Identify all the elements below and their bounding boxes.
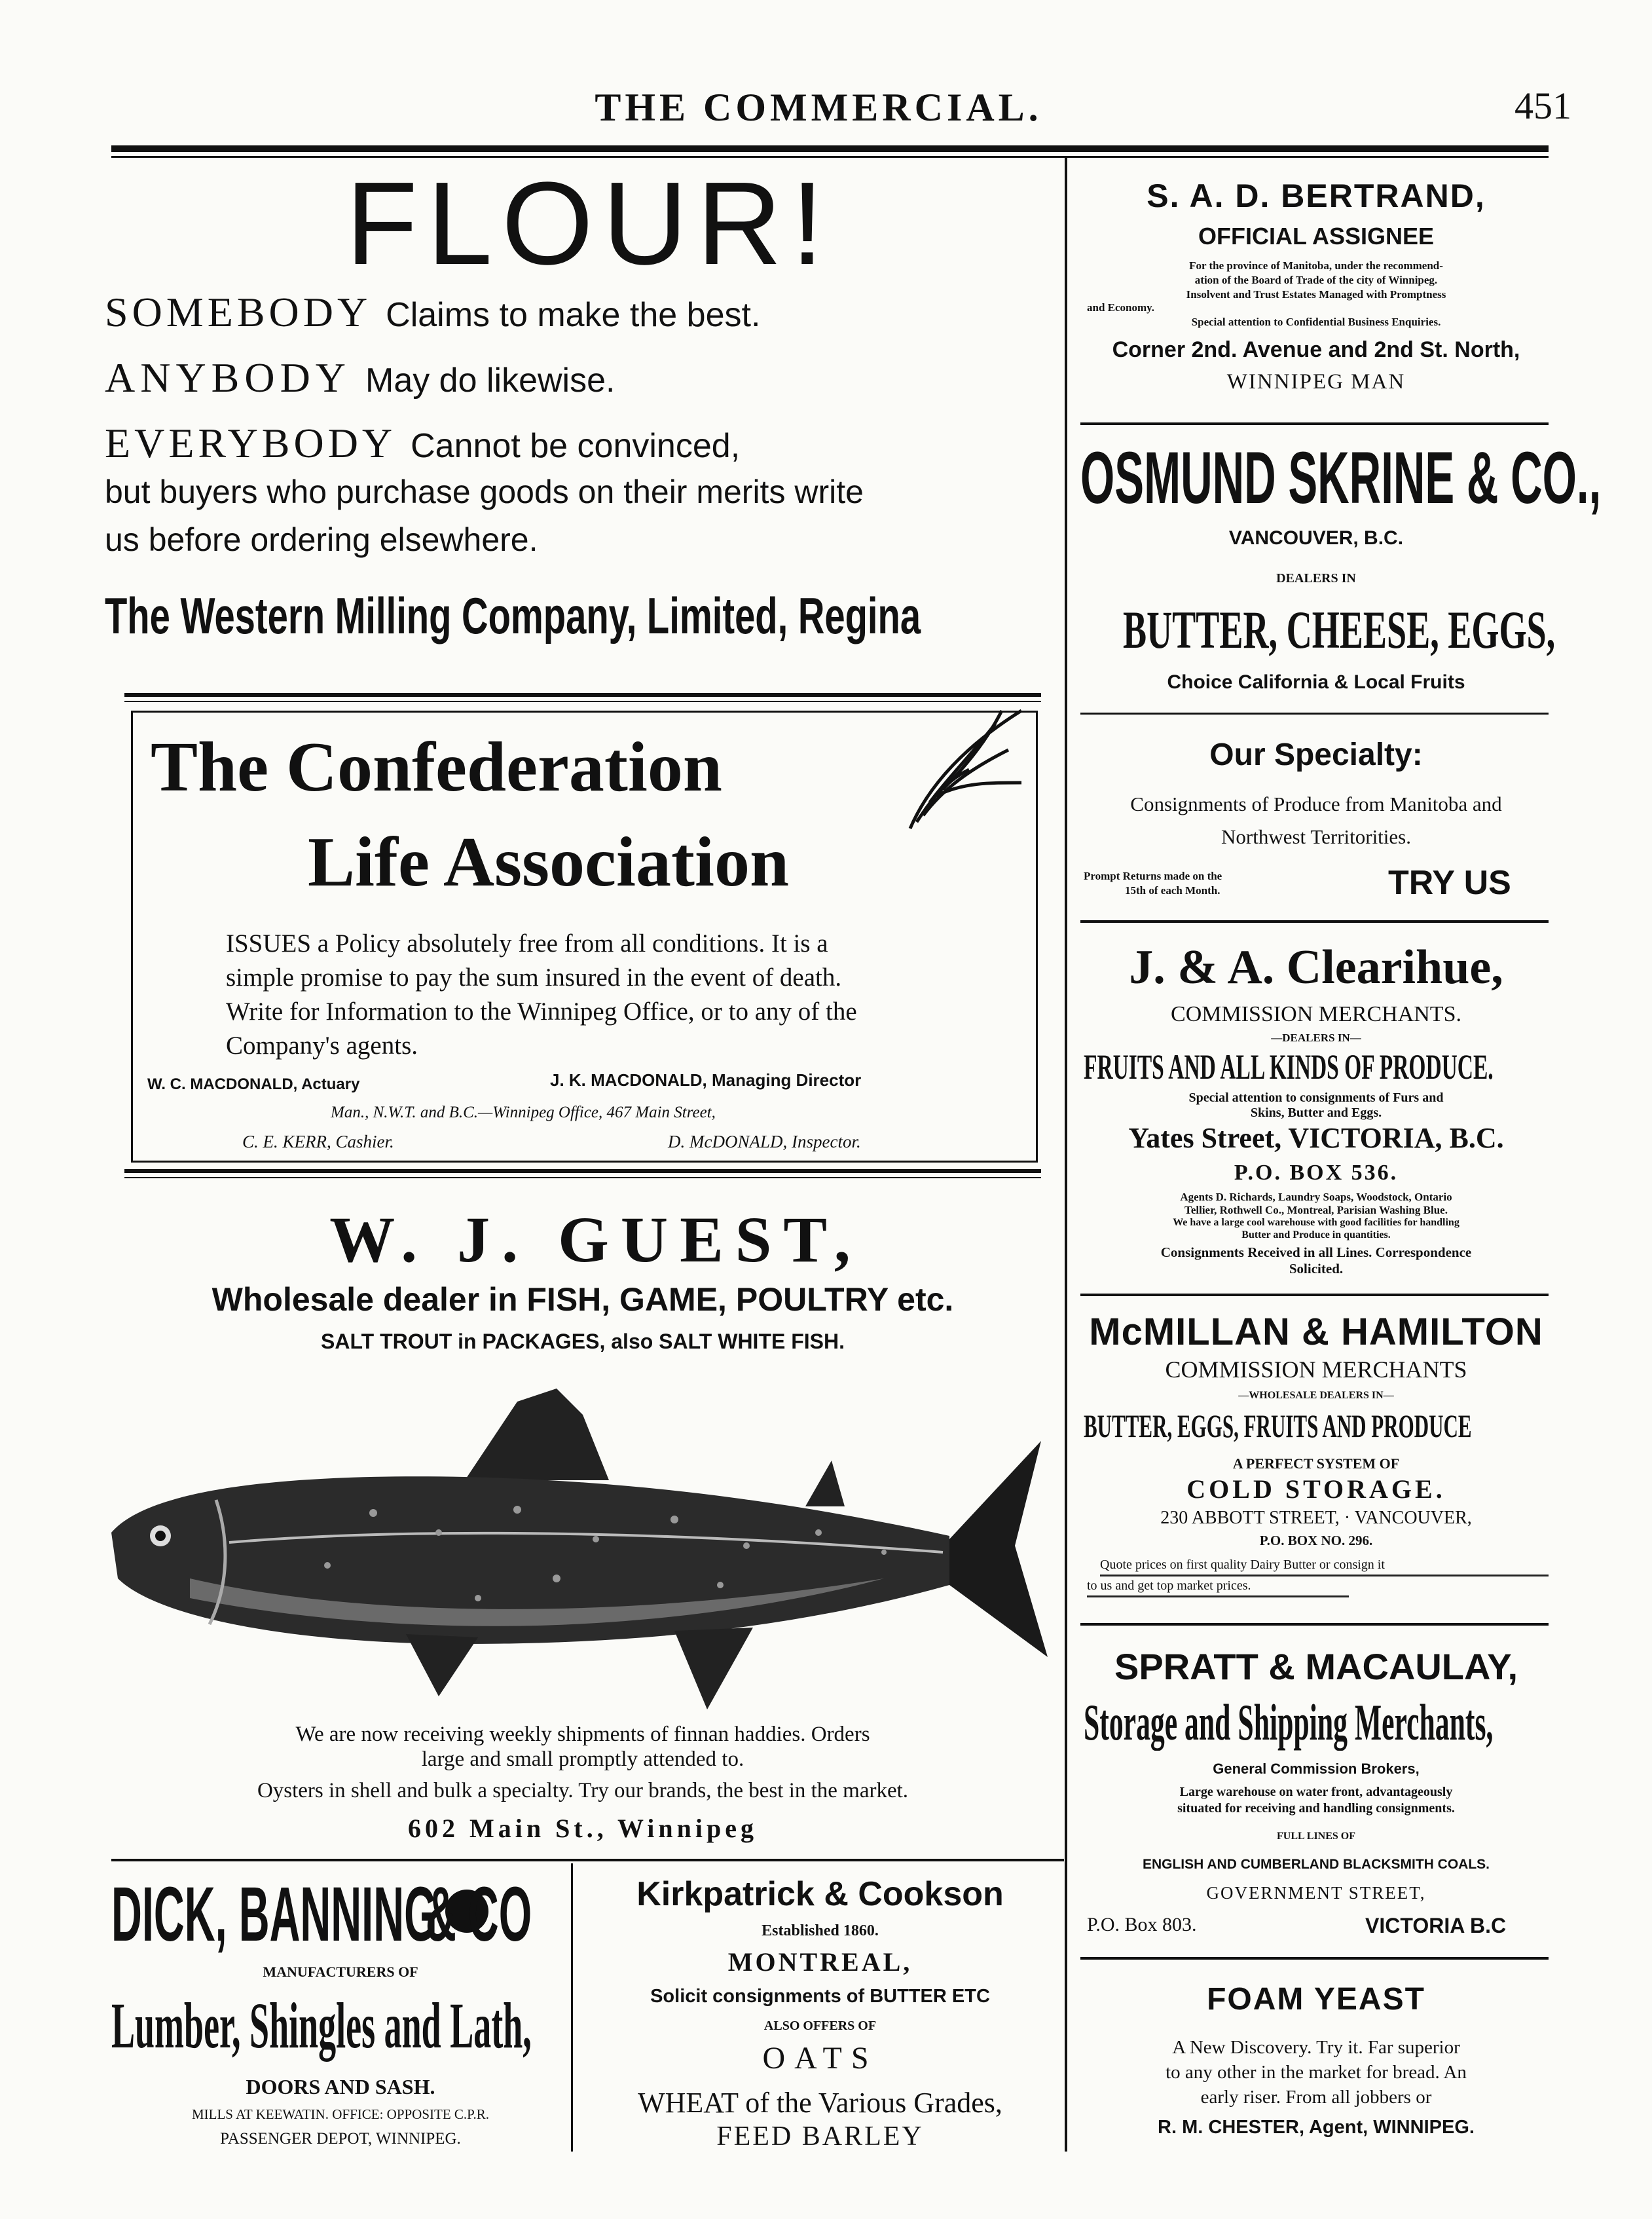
mcmillan-rule xyxy=(1080,1623,1549,1626)
dick-product: Lumber, Shingles and Lath, xyxy=(111,1989,532,2062)
fish-illustration xyxy=(98,1369,1054,1736)
guest-body-1: We are now receiving weekly shipments of finnan haddies. Orders xyxy=(295,1723,870,1746)
clearihue-agents-2: Tellier, Rothwell Co., Montreal, Parisian Washing Blue. xyxy=(1184,1204,1448,1216)
mcmillan-system: A PERFECT SYSTEM OF xyxy=(1232,1455,1400,1472)
bertrand-body-2: ation of the Board of Trade of the city of Winnipeg. xyxy=(1194,274,1438,286)
mcmillan-title: COMMISSION MERCHANTS xyxy=(1165,1356,1467,1383)
skrine-goods: BUTTER, CHEESE, EGGS, xyxy=(1123,600,1556,660)
clearihue-title: COMMISSION MERCHANTS. xyxy=(1171,1002,1461,1026)
spratt-full-lines: FULL LINES OF xyxy=(1276,1831,1356,1842)
spratt-rule xyxy=(1080,1957,1549,1960)
clearihue-street: Yates Street, VICTORIA, B.C. xyxy=(1128,1122,1504,1154)
flour-body-1: but buyers who purchase goods on their merits write xyxy=(105,474,864,510)
clearihue-warehouse-1: We have a large cool warehouse with good facilities for handling xyxy=(1173,1217,1459,1228)
confed-title-2: Life Association xyxy=(308,823,790,901)
mcmillan-pobox: P.O. BOX NO. 296. xyxy=(1259,1533,1373,1548)
confed-top-rule xyxy=(124,693,1041,697)
flour-line-1 xyxy=(105,288,1061,337)
skrine-rule xyxy=(1080,713,1549,715)
kirk-barley: FEED BARLEY xyxy=(716,2121,924,2152)
skrine-city: VANCOUVER, B.C. xyxy=(1228,527,1404,549)
dick-mills: MILLS AT KEEWATIN. OFFICE: OPPOSITE C.P.R. xyxy=(191,2106,490,2122)
confed-body-4: Company's agents. xyxy=(226,1032,418,1060)
guest-tagline: Wholesale dealer in FISH, GAME, POULTRY etc. xyxy=(211,1281,954,1318)
skrine-spec-2: Northwest Territorities. xyxy=(1221,825,1411,848)
kirk-name: Kirkpatrick & Cookson xyxy=(636,1875,1004,1913)
mcmillan-name: McMILLAN & HAMILTON xyxy=(1089,1311,1543,1353)
confed-top-rule-2 xyxy=(124,701,1041,702)
clearihue-agents-1: Agents D. Richards, Laundry Soaps, Woodstock, Ontario xyxy=(1180,1191,1452,1203)
confed-cashier: C. E. KERR, Cashier. xyxy=(242,1132,394,1151)
dick-doors: DOORS AND SASH. xyxy=(246,2075,435,2098)
confed-title-1: The Confederation xyxy=(151,728,722,806)
confed-director: J. K. MACDONALD, Managing Director xyxy=(550,1070,862,1090)
clearihue-special-1: Special attention to consignments of Furs and xyxy=(1188,1091,1444,1105)
skrine-specialty: Our Specialty: xyxy=(1209,737,1423,772)
foam-line-2: to any other in the market for bread. An xyxy=(1166,2062,1467,2083)
skrine-fruits: Choice California & Local Fruits xyxy=(1167,671,1465,693)
dick-banning-name: DICK, BANNING xyxy=(111,1871,437,1958)
skrine-prompt-2: 15th of each Month. xyxy=(1125,884,1221,897)
clearihue-warehouse-2: Butter and Produce in quantities. xyxy=(1241,1229,1391,1240)
kirk-wheat: WHEAT of the Various Grades, xyxy=(638,2087,1002,2119)
foam-line-3: early riser. From all jobbers or xyxy=(1200,2087,1432,2108)
mcmillan-quote-underline-2 xyxy=(1087,1595,1349,1597)
spratt-street: GOVERNMENT STREET, xyxy=(1206,1883,1426,1903)
confed-inspector: D. McDONALD, Inspector. xyxy=(668,1132,861,1151)
spratt-pobox: P.O. Box 803. xyxy=(1087,1914,1197,1935)
guest-address: 602 Main St., Winnipeg xyxy=(408,1814,758,1843)
confed-body-2: simple promise to pay the sum insured in the event of death. xyxy=(226,963,842,992)
confed-actuary: W. C. MACDONALD, Actuary xyxy=(147,1075,360,1093)
somebody-text: Claims to make the best. xyxy=(386,296,761,334)
confed-body-3: Write for Information to the Winnipeg Office, or to any of the xyxy=(226,998,857,1026)
skrine-bottom-rule xyxy=(1080,920,1549,923)
clearihue-pobox: P.O. BOX 536. xyxy=(1234,1161,1399,1185)
bertrand-name: S. A. D. BERTRAND, xyxy=(1147,177,1486,214)
confed-office: Man., N.W.T. and B.C.—Winnipeg Office, 467 Main Street, xyxy=(331,1104,716,1121)
confed-bottom-rule-2 xyxy=(124,1177,1041,1178)
feather-ornament xyxy=(890,704,1035,835)
mcmillan-wholesale: —WHOLESALE DEALERS IN— xyxy=(1238,1390,1394,1401)
guest-subline: SALT TROUT in PACKAGES, also SALT WHITE FISH. xyxy=(321,1330,845,1353)
guest-bottom-rule xyxy=(111,1859,1064,1861)
spratt-body-2: situated for receiving and handling consignments. xyxy=(1177,1801,1455,1816)
guest-body-3: Oysters in shell and bulk a specialty. Try our brands, the best in the market. xyxy=(257,1779,909,1802)
bottom-ads-divider xyxy=(571,1863,573,2152)
anybody-word: ANYBODY xyxy=(105,354,351,401)
clearihue-rule xyxy=(1080,1294,1549,1296)
confed-body-1: ISSUES a Policy absolutely free from all conditions. It is a xyxy=(226,929,828,958)
mcmillan-address: 230 ABBOTT STREET, · VANCOUVER, xyxy=(1160,1508,1472,1528)
foam-name: FOAM YEAST xyxy=(1207,1982,1425,2017)
flour-body-2: us before ordering elsewhere. xyxy=(105,521,538,558)
mcmillan-quote-1: Quote prices on first quality Dairy Butter or consign it xyxy=(1100,1557,1385,1572)
bertrand-body-4: and Economy. xyxy=(1087,301,1154,314)
kirk-city: MONTREAL, xyxy=(727,1947,913,1977)
spratt-city: VICTORIA B.C xyxy=(1365,1914,1507,1937)
skrine-name: OSMUND SKRINE & CO., xyxy=(1080,437,1602,519)
kirk-solicit: Solicit consignments of BUTTER ETC xyxy=(650,1986,990,2007)
mcmillan-goods: BUTTER, EGGS, FRUITS AND PRODUCE xyxy=(1084,1408,1472,1444)
bertrand-city: WINNIPEG MAN xyxy=(1226,370,1406,394)
header-rule xyxy=(111,145,1549,152)
guest-name: W. J. GUEST, xyxy=(329,1203,862,1276)
clearihue-special-2: Skins, Butter and Eggs. xyxy=(1250,1106,1382,1120)
bertrand-body-1: For the province of Manitoba, under the recommend- xyxy=(1189,259,1443,272)
confed-bottom-rule xyxy=(124,1169,1041,1173)
everybody-text: Cannot be convinced, xyxy=(411,427,741,465)
flour-line-3 xyxy=(105,419,1061,468)
skrine-dealers: DEALERS IN xyxy=(1276,571,1356,586)
bertrand-address: Corner 2nd. Avenue and 2nd St. North, xyxy=(1112,337,1520,362)
clearihue-goods: FRUITS AND ALL KINDS OF PRODUCE. xyxy=(1084,1047,1494,1087)
clearihue-name: J. & A. Clearihue, xyxy=(1129,941,1503,994)
spratt-name: SPRATT & MACAULAY, xyxy=(1114,1646,1518,1687)
flour-headline: FLOUR! xyxy=(345,158,834,289)
dick-banning-co: & CO xyxy=(426,1871,532,1958)
skrine-try-us: TRY US xyxy=(1388,864,1511,902)
mcmillan-storage: COLD STORAGE. xyxy=(1186,1474,1446,1504)
foam-agent: R. M. CHESTER, Agent, WINNIPEG. xyxy=(1158,2117,1475,2138)
bertrand-body-5: Special attention to Confidential Business Enquiries. xyxy=(1191,316,1441,328)
foam-line-1: A New Discovery. Try it. Far superior xyxy=(1172,2037,1460,2058)
spratt-brokers: General Commission Brokers, xyxy=(1213,1761,1420,1777)
guest-body-2: large and small promptly attended to. xyxy=(421,1747,744,1771)
dick-manufacturers: MANUFACTURERS OF xyxy=(263,1964,418,1980)
kirk-also-offers: ALSO OFFERS OF xyxy=(763,2019,877,2033)
flour-company: The Western Milling Company, Limited, Regina xyxy=(105,587,921,644)
dick-depot: PASSENGER DEPOT, WINNIPEG. xyxy=(220,2130,461,2148)
everybody-word: EVERYBODY xyxy=(105,420,397,466)
skrine-spec-1: Consignments of Produce from Manitoba and xyxy=(1130,792,1502,815)
kirk-oats: OATS xyxy=(762,2041,878,2076)
kirk-established: Established 1860. xyxy=(762,1922,879,1939)
spratt-title: Storage and Shipping Merchants, xyxy=(1084,1694,1494,1751)
page-number: 451 xyxy=(1514,84,1571,127)
mcmillan-quote-underline xyxy=(1100,1575,1549,1576)
bertrand-body-3: Insolvent and Trust Estates Managed with Promptness xyxy=(1186,288,1446,301)
clearihue-dealers: —DEALERS IN— xyxy=(1271,1032,1361,1044)
mcmillan-quote-2: to us and get top market prices. xyxy=(1087,1578,1251,1593)
bertrand-rule xyxy=(1080,422,1549,425)
column-divider xyxy=(1065,157,1067,2152)
bertrand-title: OFFICIAL ASSIGNEE xyxy=(1198,223,1435,250)
skrine-prompt-1: Prompt Returns made on the xyxy=(1084,870,1222,882)
spratt-coals: ENGLISH AND CUMBERLAND BLACKSMITH COALS. xyxy=(1142,1857,1490,1872)
clearihue-consign-1: Consignments Received in all Lines. Correspondence xyxy=(1160,1244,1472,1260)
clearihue-consign-2: Solicited. xyxy=(1289,1261,1344,1277)
page-title: THE COMMERCIAL. xyxy=(595,86,1042,129)
somebody-word: SOMEBODY xyxy=(105,289,372,335)
anybody-text: May do likewise. xyxy=(365,362,615,400)
spratt-body-1: Large warehouse on water front, advantageously xyxy=(1179,1785,1453,1799)
flour-line-2 xyxy=(105,354,1061,402)
